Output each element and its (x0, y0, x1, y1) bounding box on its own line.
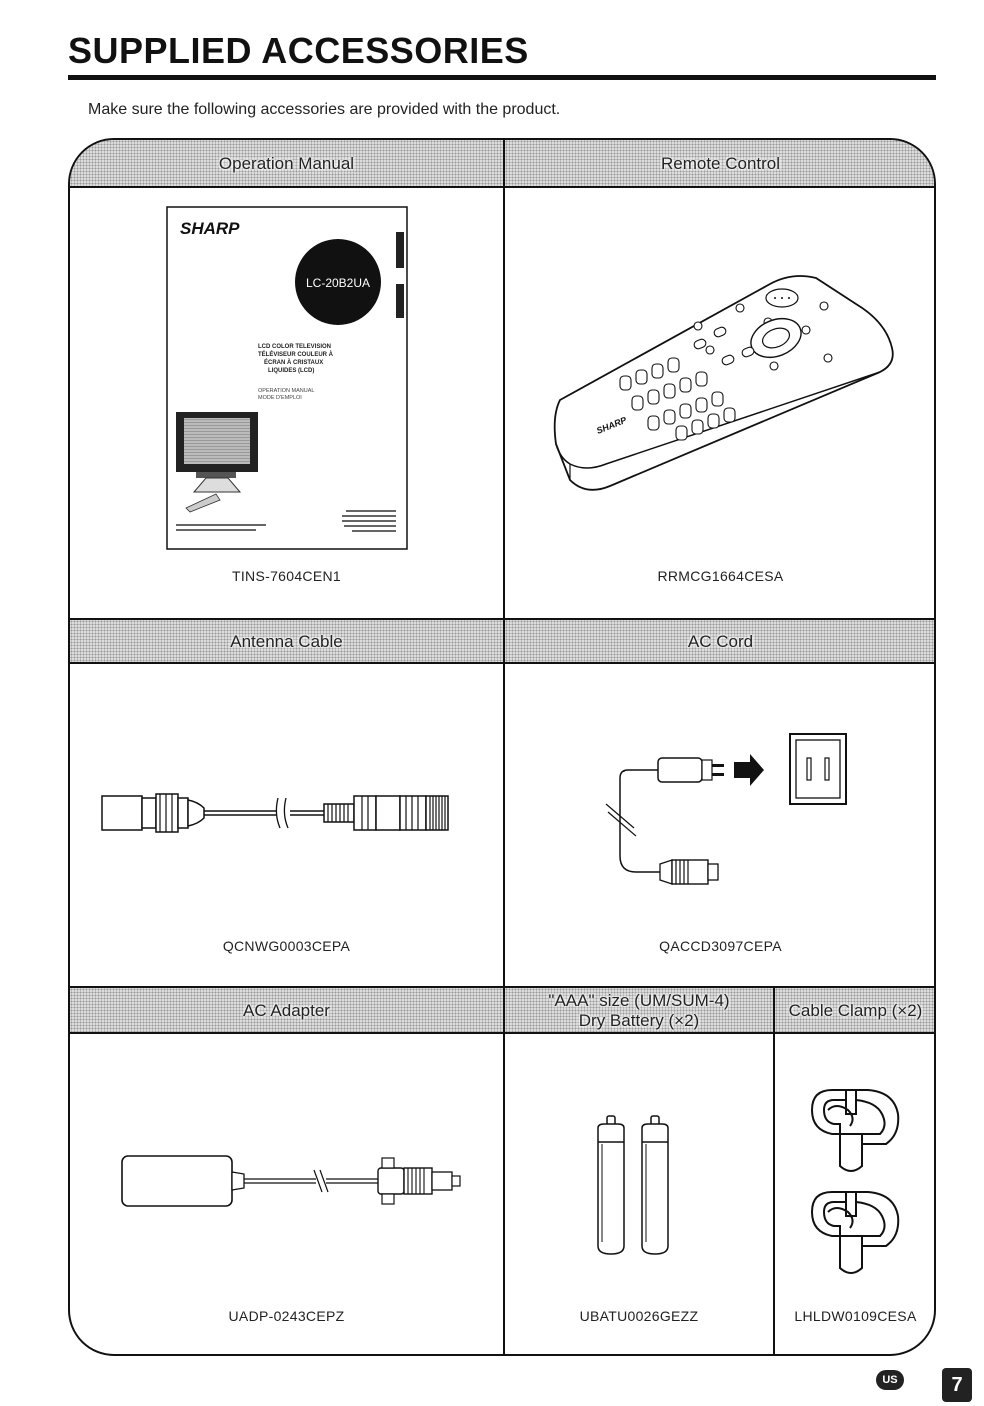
remote-control-illustration (546, 266, 900, 510)
header-label: Remote Control (660, 154, 781, 173)
manual-brand-logo: SHARP (180, 219, 240, 238)
part-code: TINS-7604CEN1 (232, 568, 341, 584)
part-code: LHLDW0109CESA (794, 1308, 917, 1324)
accessories-table (68, 138, 936, 1356)
header-ac-cord (505, 620, 936, 664)
page-number: 7 (942, 1368, 972, 1402)
dry-battery-illustration (594, 1114, 684, 1256)
grid-line (503, 140, 505, 1356)
intro-text: Make sure the following accessories are provided with the product. (88, 101, 561, 118)
manual-product-line: LCD COLOR TELEVISION (258, 344, 332, 350)
header-ac-adapter (70, 988, 503, 1034)
part-code: UBATU0026GEZZ (579, 1308, 699, 1324)
header-label-line2: Dry Battery (×2) (578, 1011, 700, 1030)
part-code: UADP-0243CEPZ (228, 1308, 345, 1324)
header-label: AC Adapter (243, 1001, 330, 1020)
operation-manual-illustration (166, 206, 410, 552)
title-rule (68, 75, 936, 80)
header-remote-control (505, 140, 936, 188)
manual-product-line: TÉLÉVISEUR COULEUR À (258, 352, 334, 358)
ac-cord-illustration (598, 732, 854, 896)
header-label: Antenna Cable (230, 632, 343, 651)
header-label-line1: "AAA" size (UM/SUM-4) (548, 991, 730, 1010)
part-code: QACCD3097CEPA (659, 938, 782, 954)
manual-doc-line: OPERATION MANUAL (258, 388, 315, 394)
header-cable-clamp (775, 988, 936, 1034)
header-dry-battery (505, 988, 773, 1034)
page-title: SUPPLIED ACCESSORIES (68, 30, 529, 71)
manual-product-line: LIQUIDES (LCD) (268, 368, 315, 374)
manual-product-line: ÉCRAN À CRISTAUX (264, 360, 324, 366)
header-label: Operation Manual (218, 154, 355, 173)
manual-doc-line: MODE D'EMPLOI (258, 395, 302, 401)
header-operation-manual (70, 140, 503, 188)
cable-clamp-illustration (806, 1084, 906, 1284)
remote-brand-logo: SHARP (595, 414, 628, 436)
manual-model-label: LC-20B2UA (305, 276, 371, 290)
header-label: Cable Clamp (×2) (788, 1001, 923, 1020)
part-code: QCNWG0003CEPA (222, 938, 351, 954)
header-antenna-cable (70, 620, 503, 664)
grid-line (773, 986, 775, 1356)
part-code: RRMCG1664CESA (657, 568, 784, 584)
region-badge: US (876, 1370, 904, 1390)
header-label: AC Cord (687, 632, 754, 651)
ac-adapter-illustration (120, 1150, 466, 1214)
antenna-cable-illustration (100, 790, 476, 840)
